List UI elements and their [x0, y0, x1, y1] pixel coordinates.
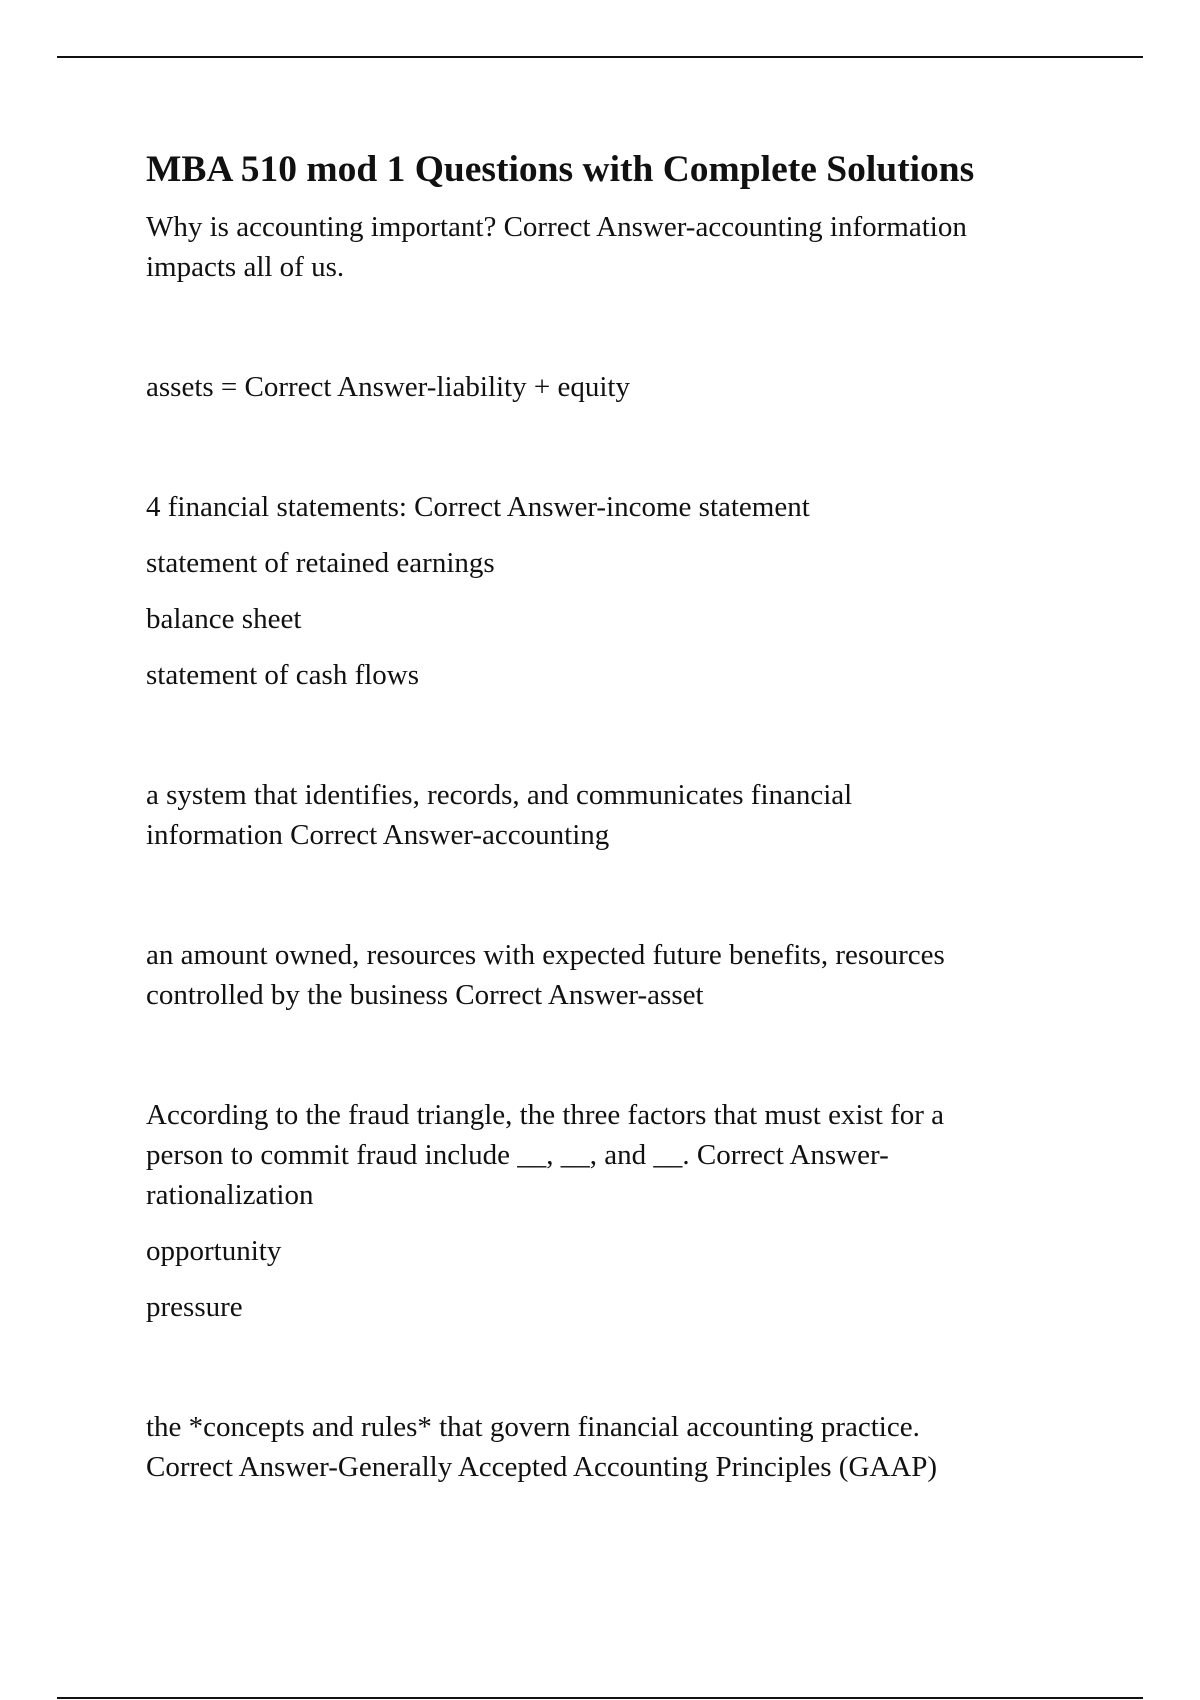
qa-entry — [146, 367, 1086, 407]
qa-entry — [146, 935, 1086, 1015]
qa-text-line: impacts all of us. — [146, 251, 345, 283]
qa-text-line: the *concepts and rules* that govern financial accounting practice. — [146, 1411, 920, 1443]
qa-entry — [146, 487, 1086, 695]
qa-entry — [146, 1407, 1086, 1487]
qa-text-line: controlled by the business Correct Answer-asset — [146, 979, 704, 1011]
qa-text-line: an amount owned, resources with expected future benefits, resources — [146, 939, 945, 971]
qa-text-line: a system that identifies, records, and communicates financial — [146, 779, 853, 811]
qa-text-line: information Correct Answer-accounting — [146, 819, 610, 851]
document-body — [146, 140, 1086, 1567]
qa-answer-item: opportunity — [146, 1235, 282, 1267]
qa-answer-item: pressure — [146, 1291, 243, 1323]
qa-text-line: person to commit fraud include __, __, and __. Correct Answer- — [146, 1139, 889, 1171]
qa-text-line: Correct Answer-Generally Accepted Accounting Principles (GAAP) — [146, 1451, 938, 1483]
qa-text-line: rationalization — [146, 1179, 314, 1211]
document-title: MBA 510 mod 1 Questions with Complete Solutions — [146, 149, 975, 190]
qa-text-line: According to the fraud triangle, the three factors that must exist for a — [146, 1099, 945, 1131]
top-divider — [57, 56, 1143, 58]
qa-answer-item: balance sheet — [146, 603, 302, 635]
bottom-divider — [57, 1697, 1143, 1699]
qa-answer-item: statement of cash flows — [146, 659, 420, 691]
qa-entry — [146, 775, 1086, 855]
qa-text-line: assets = Correct Answer-liability + equity — [146, 371, 630, 403]
qa-answer-item: statement of retained earnings — [146, 547, 495, 579]
qa-text-line: Why is accounting important? Correct Answer-accounting information — [146, 211, 967, 243]
qa-entry — [146, 207, 1086, 287]
qa-text-line: 4 financial statements: Correct Answer-income statement — [146, 491, 810, 523]
qa-entry — [146, 1095, 1086, 1327]
